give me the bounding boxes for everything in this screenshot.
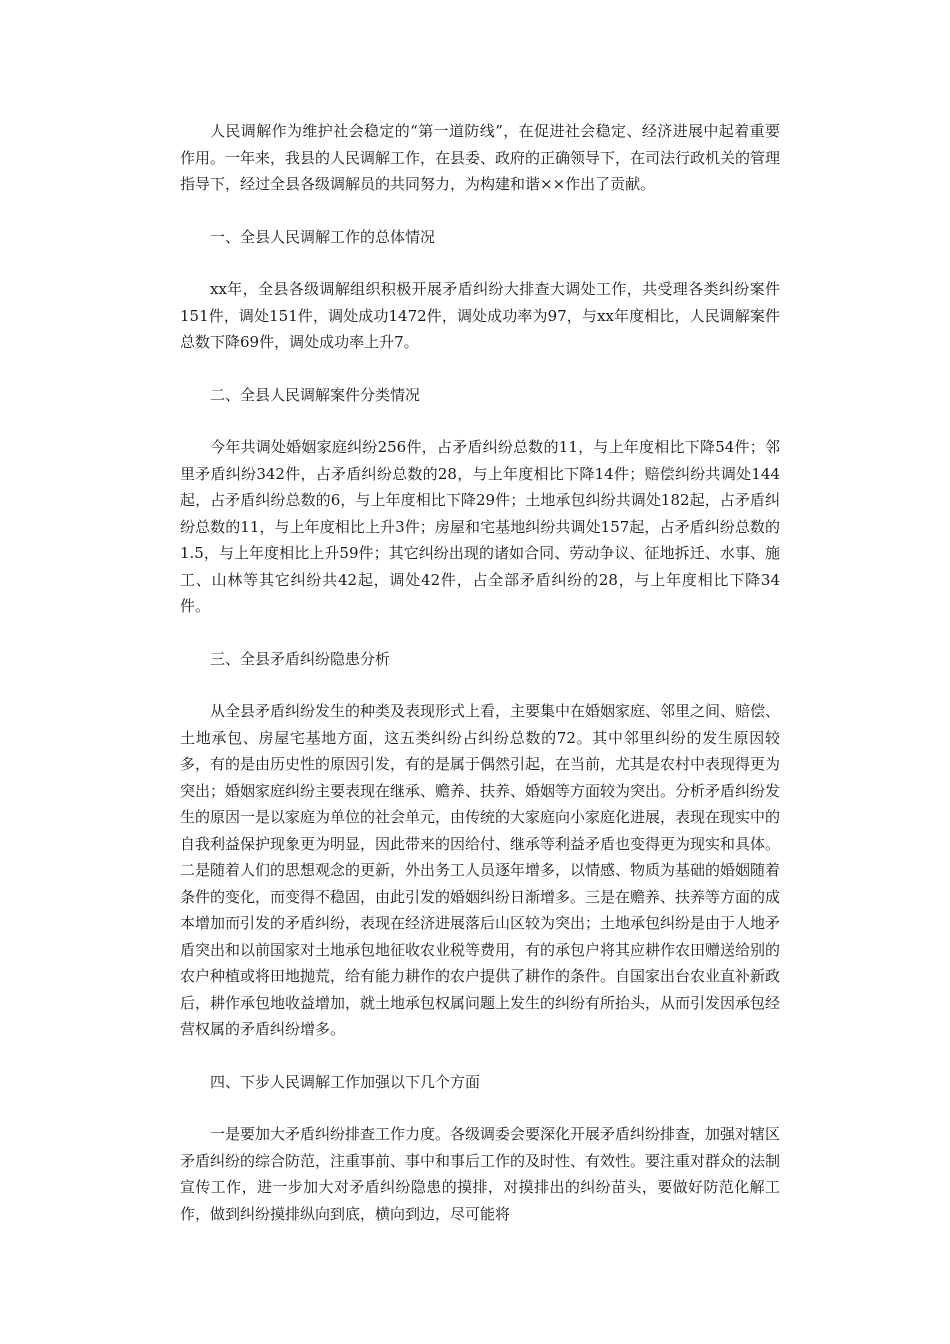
intro-paragraph: 人民调解作为维护社会稳定的“第一道防线”，在促进社会稳定、经济进展中起着重要作用。一年来，我县的人民调解工作，在县委、政府的正确领导下，在司法行政机关的管理指导下，经过全县各级调解员的共同努力，为构建和谐××作出了贡献。 [180, 122, 781, 193]
section-3-paragraph: 从全县矛盾纠纷发生的种类及表现形式上看，主要集中在婚姻家庭、邻里之间、赔偿、土地承包、房屋宅基地方面，这五类纠纷占纠纷总数的72。其中邻里纠纷的发生原因较多，有的是由历史性的原因引发，有的是属于偶然引起，在当前，尤其是农村中表现得更为突出；婚姻家庭纠纷主要表现在继承、赡养、扶养、婚姻等方面较为突出。分析矛盾纠纷发生的原因一是以家庭为单位的社会单元，由传统的大家庭向小家庭化进展，表现在现实中的自我利益保护现象更为明显，因此带来的因给付、继承等利益矛盾也变得更为现实和具体。二是随着人们的思想观念的更新，外出务工人员逐年增多，以情感、物质为基础的婚姻随着条件的变化，而变得不稳固，由此引发的婚姻纠纷日渐增多。三是在赡养、扶养等方面的成本增加而引发的矛盾纠纷，表现在经济进展落后山区较为突出；土地承包纠纷是由于人地矛盾突出和以前国家对土地承包地征收农业税等费用，有的承包户将其应耕作农田赠送给别的农户种植或将田地抛荒，给有能力耕作的农户提供了耕作的条件。自国家出台农业直补新政后，耕作承包地收益增加，就土地承包权属问题上发生的纠纷有所抬头，从而引发因承包经营权属的矛盾纠纷增多。 [180, 702, 781, 1038]
section-1-heading: 一、全县人民调解工作的总体情况 [210, 227, 436, 246]
section-4-heading: 四、下步人民调解工作加强以下几个方面 [210, 1072, 481, 1091]
section-1-paragraph: xx年，全县各级调解组织积极开展矛盾纠纷大排查大调处工作，共受理各类纠纷案件151件，调处151件，调处成功1472件，调处成功率为97，与xx年度相比，人民调解案件总数下降69件，调处成功率上升7。 [180, 280, 780, 351]
section-3-heading: 三、全县矛盾纠纷隐患分析 [210, 649, 391, 668]
section-4-paragraph: 一是要加大矛盾纠纷排查工作力度。各级调委会要深化开展矛盾纠纷排查，加强对辖区矛盾纠纷的综合防范，注重事前、事中和事后工作的及时性、有效性。要注重对群众的法制宣传工作，进一步加大对矛盾纠纷隐患的摸排，对摸排出的纠纷苗头，要做好防范化解工作，做到纠纷摸排纵向到底，横向到边，尽可能将 [180, 1125, 781, 1223]
section-2-heading: 二、全县人民调解案件分类情况 [210, 385, 421, 404]
section-2-paragraph: 今年共调处婚姻家庭纠纷256件，占矛盾纠纷总数的11，与上年度相比下降54件；邻里矛盾纠纷342件，占矛盾纠纷总数的28，与上年度相比下降14件；赔偿纠纷共调处144起，占矛盾纠纷总数的6，与上年度相比下降29件；土地承包纠纷共调处182起，占矛盾纠纷总数的11，与上年度相比上升3件；房屋和宅基地纠纷共调处157起，占矛盾纠纷总数的1.5，与上年度相比上升59件；其它纠纷出现的诸如合同、劳动争议、征地拆迁、水事、施工、山林等其它纠纷共42起，调处42件，占全部矛盾纠纷的28，与上年度相比下降34件。 [180, 438, 780, 615]
document-body [180, 118, 780, 1253]
